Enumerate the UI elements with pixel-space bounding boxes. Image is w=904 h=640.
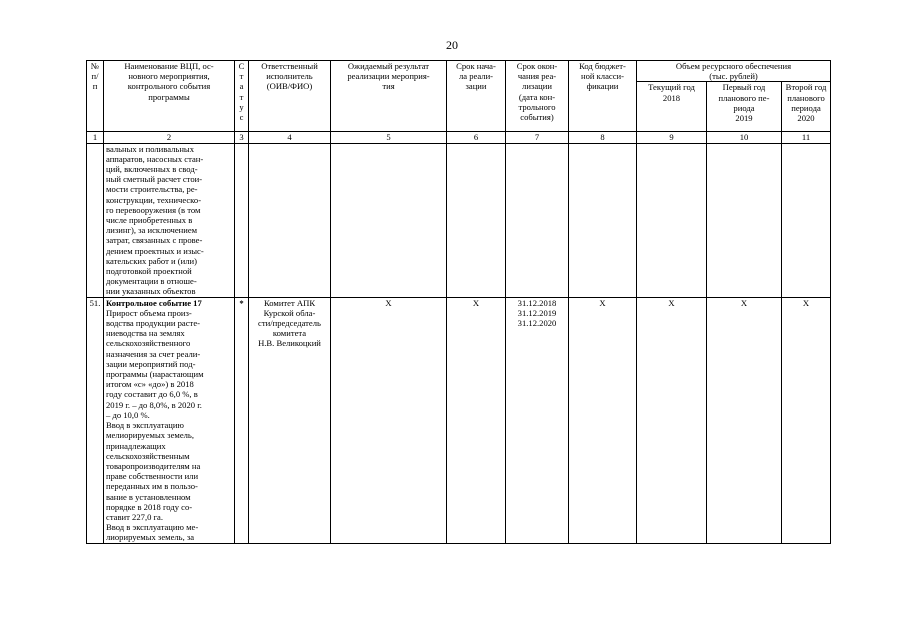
numbering-row [87,132,831,143]
header-resources: Объем ресурсного обеспечения (тыс. рублей) [637,61,831,82]
status-mark: * [235,297,249,543]
column-number: 8 [569,132,637,143]
header-responsible: Ответственный исполнитель (ОИВ/ФИО) [249,61,331,132]
header-budget-code: Код бюджет- ной класси- фикации [569,61,637,132]
program-table [86,60,831,544]
header-first-plan-year: Первый год планового пе- риода 2019 [707,82,782,132]
column-number: 11 [782,132,831,143]
column-number: 6 [447,132,506,143]
header-expected-result: Ожидаемый результат реализации мероприя- тия [331,61,447,132]
header-row [87,61,831,82]
column-number: 3 [235,132,249,143]
current-year-value: X [637,297,707,543]
responsible-executor: Комитет АПК Курской обла- сти/председатель комитета Н.В. Великоцкий [249,297,331,543]
empty-cell [249,143,331,297]
start-term: X [447,297,506,543]
empty-cell [637,143,707,297]
table-row-continuation [87,143,831,297]
header-start-term: Срок нача- ла реали- зации [447,61,506,132]
header-status: С т а т у с [235,61,249,132]
header-number: № п/ п [87,61,104,132]
header-end-term: Срок окон- чания реа- лизации (дата кон- трольного события) [506,61,569,132]
empty-cell [87,143,104,297]
column-number: 9 [637,132,707,143]
empty-cell [447,143,506,297]
column-number: 1 [87,132,104,143]
header-current-year: Текущий год 2018 [637,82,707,132]
empty-cell [506,143,569,297]
empty-cell [782,143,831,297]
empty-cell [707,143,782,297]
column-number: 2 [104,132,235,143]
empty-cell [235,143,249,297]
event-description: Контрольное событие 17 Прирост объема произ- водства продукции расте- ниеводства на землях сельскохозяйственного назначения за счет реали- зации мероприятий под- программы (нарастающим итогом «с» «до») в 2018 году составит до 6,0 %, в 2019 г. – до 8,0%, в 2020 г. – до 10,0 %. Ввод в эксплуатацию мелиорируемых земель, принадлежащих сельскохозяйственным товаропроизводителям на праве собственности или переданных им в пользо- вание в установленном порядке в 2018 году со- ставит 227,0 га. Ввод в эксплуатацию ме- лиорируемых земель, за [104,297,235,543]
continuation-text: вальных и поливальных аппаратов, насосных стан- ций, включенных в свод- ный сметный расчет стои- мости строительства, ре- конструкции, техническо- го перевооружения (в том числе приобретенных в лизинг), за исключением затрат, связанных с прове- дением проектных и изыс- кательских работ и (или) подготовкой проектной документации в отноше- нии указанных объектов [104,143,235,297]
empty-cell [331,143,447,297]
table-row-51 [87,297,831,543]
column-number: 4 [249,132,331,143]
end-dates: 31.12.2018 31.12.2019 31.12.2020 [506,297,569,543]
column-number: 7 [506,132,569,143]
row-number: 51. [87,297,104,543]
empty-cell [569,143,637,297]
first-plan-year-value: X [707,297,782,543]
event-title: Контрольное событие 17 [106,297,202,308]
header-second-plan-year: Второй год планового периода 2020 [782,82,831,132]
column-number: 5 [331,132,447,143]
budget-code: X [569,297,637,543]
header-name: Наименование ВЦП, ос- новного мероприятия, контрольного события программы [104,61,235,132]
second-plan-year-value: X [782,297,831,543]
expected-result: X [331,297,447,543]
page-number: 20 [446,38,458,52]
column-number: 10 [707,132,782,143]
